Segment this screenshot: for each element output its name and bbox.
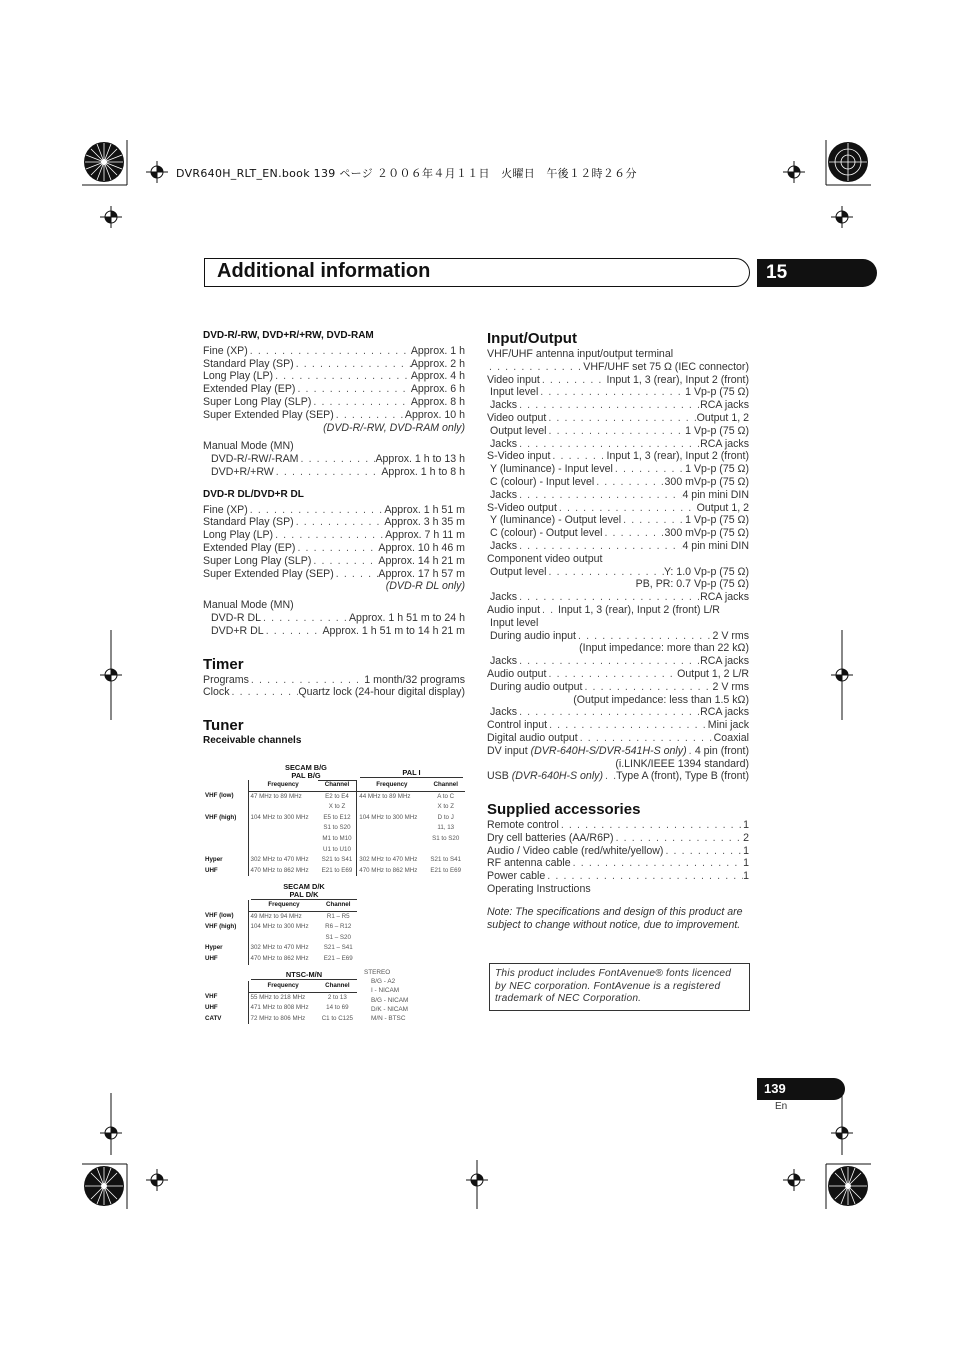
audio-input-level: Input level: [490, 616, 539, 629]
dvd-rw-heading: DVD-R/-RW, DVD+R/+RW, DVD-RAM: [203, 330, 374, 341]
spec-label: Programs: [203, 673, 249, 686]
table-row: [203, 992, 357, 1003]
spec-value: Approx. 17 h 57 m: [378, 567, 465, 580]
spec-label: DVD-R DL: [211, 611, 262, 624]
band-cell: VHF (low): [205, 912, 234, 920]
timer-list: [203, 674, 465, 700]
usb-models: (DVR-640H-S only): [511, 770, 603, 783]
spec-row: [203, 686, 465, 699]
page-language: En: [775, 1101, 788, 1112]
spec-label: Remote control: [487, 819, 559, 832]
dv-input-row: [487, 745, 749, 758]
spec-row: [487, 514, 749, 527]
stereo-item: B/G - NICAM: [371, 996, 409, 1004]
table-header-row: [203, 981, 357, 992]
antenna-row: [487, 361, 749, 374]
secam-bg-pal-i-table: [203, 780, 465, 876]
frequency-cell: 471 MHz to 808 MHz: [248, 1003, 318, 1014]
dvd-rw-note: (DVD-R/-RW, DVD-RAM only): [323, 421, 465, 434]
band-header: [203, 981, 248, 992]
ntsc-table: [203, 981, 357, 1024]
band-cell: UHF: [205, 954, 218, 962]
audio-in-during-value: 2 V rms: [712, 629, 749, 642]
component-label: Component video output: [487, 552, 603, 565]
band-cell: CATV: [205, 1014, 222, 1022]
spec-row: [487, 463, 749, 476]
spec-row: [203, 674, 465, 687]
ntsc-title: NTSC-M/N: [251, 971, 357, 980]
channel-cell: E21 to E69: [321, 866, 353, 874]
component-jacks-label: Jacks: [490, 591, 518, 604]
spec-row: [203, 383, 465, 396]
spec-label: DVD-R/-RW/-RAM: [211, 453, 299, 466]
spec-label: Standard Play (SP): [203, 516, 294, 529]
spec-value: Approx. 7 h 11 m: [385, 529, 465, 542]
spec-label: Long Play (LP): [203, 529, 274, 542]
channel-header: Channel: [318, 780, 357, 791]
frequency-header: Frequency: [357, 780, 427, 791]
frequency-cell: 44 MHz to 89 MHz: [357, 791, 427, 813]
spec-value: Input 1, 3 (rear), Input 2 (front): [606, 450, 749, 463]
table-row: [203, 1014, 357, 1025]
band-header: [203, 900, 248, 911]
spec-row: [487, 527, 749, 540]
spec-value: 2: [743, 831, 749, 844]
channel-cell: 14 to 69: [326, 1004, 349, 1012]
spec-value: Approx. 1 h 51 m: [384, 503, 465, 516]
spec-value: 1 month/32 programs: [364, 673, 465, 686]
frequency-header: Frequency: [248, 900, 319, 911]
spec-value: 1: [743, 844, 749, 857]
spec-label: Y (luminance) - Output level: [490, 514, 622, 527]
stereo-item: STEREO: [364, 969, 391, 976]
frequency-cell: 55 MHz to 218 MHz: [248, 992, 318, 1003]
input-output-heading: Input/Output: [487, 330, 577, 347]
band-cell: Hyper: [205, 856, 223, 864]
frequency-cell: 470 MHz to 862 MHz: [248, 954, 319, 965]
spec-row: [487, 870, 749, 883]
secam-bg-title: SECAM B/G PAL B/G: [251, 764, 361, 781]
table-row: [203, 813, 465, 855]
table-row: [203, 922, 357, 943]
spec-value: Approx. 1 h to 8 h: [381, 465, 465, 478]
spec-value: RCA jacks: [700, 437, 749, 450]
spec-label: Clock: [203, 686, 230, 699]
channel-cell: 2 to 13: [327, 993, 347, 1001]
table-row: [203, 943, 357, 954]
channel-cell: E21 – E69: [323, 954, 353, 962]
left-column: [203, 330, 465, 750]
spec-value: Approx. 4 h: [410, 370, 465, 383]
stereo-item: M/N - BTSC: [371, 1015, 406, 1023]
spec-row: [487, 425, 749, 438]
fontavenue-notice: This product includes FontAvenue® fonts licenced by NEC corporation. FontAvenue is a registered trademark of NEC Corporation.: [489, 963, 750, 1011]
spec-row: [487, 412, 749, 425]
stereo-list: [364, 968, 408, 1023]
spec-value: Approx. 10 h: [404, 408, 465, 421]
frequency-cell: 470 MHz to 862 MHz: [357, 866, 427, 877]
spec-note: Note: The specifications and design of this product are subject to change without notice, due to improvement.: [487, 905, 743, 931]
table-row: [203, 855, 465, 866]
channel-cell: S21 – S41: [323, 944, 353, 952]
spec-value: Approx. 6 h: [410, 383, 465, 396]
spec-value: Approx. 10 h 46 m: [378, 541, 465, 554]
spec-row: [203, 529, 465, 542]
manual-mode-list: [203, 612, 465, 638]
frequency-cell: 104 MHz to 300 MHz: [248, 813, 318, 855]
audio-input-row: [487, 604, 749, 617]
frequency-cell: 104 MHz to 300 MHz: [357, 813, 427, 855]
spec-value: 1: [743, 870, 749, 883]
timer-heading: Timer: [203, 655, 244, 673]
page-number: 139: [757, 1078, 845, 1100]
spec-value: 1 Vp-p (75 Ω): [685, 386, 749, 399]
spec-row: [487, 540, 749, 553]
right-column: [487, 330, 749, 931]
band-cell: Hyper: [205, 944, 223, 952]
dv-input-value: 4 pin (front): [694, 744, 749, 757]
pal-i-title: PAL I: [360, 769, 463, 778]
spec-label: S-Video input: [487, 450, 551, 463]
spec-value: Approx. 8 h: [410, 395, 465, 408]
audio-in-jacks-value: RCA jacks: [700, 655, 749, 668]
spec-label: Dry cell batteries (AA/R6P): [487, 831, 614, 844]
channel-cell: E21 to E69: [430, 866, 462, 874]
frequency-cell: 302 MHz to 470 MHz: [248, 943, 319, 954]
spec-value: RCA jacks: [700, 399, 749, 412]
spec-row: [487, 476, 749, 489]
stereo-item: I - NICAM: [371, 987, 400, 995]
table-row: [203, 954, 357, 965]
audio-output-row: [487, 668, 749, 681]
receivable-channels-heading: Receivable channels: [203, 735, 302, 747]
spec-value: 1: [743, 819, 749, 832]
spec-label: Fine (XP): [203, 503, 248, 516]
spec-label: Output level: [490, 424, 547, 437]
band-cell: VHF (low): [205, 792, 234, 800]
print-header: DVR640H_RLT_EN.book 139 ページ ２００６年４月１１日 火曜日 午後１２時２６分: [176, 167, 637, 180]
channel-cell: D to J 11, 13 S1 to S20: [432, 813, 460, 842]
audio-in-during-row: [487, 630, 749, 643]
spec-value: 1 Vp-p (75 Ω): [685, 463, 749, 476]
channel-header: Channel: [318, 981, 357, 992]
spec-row: [203, 358, 465, 371]
spec-label: Super Long Play (SLP): [203, 395, 312, 408]
frequency-cell: 302 MHz to 470 MHz: [248, 855, 318, 866]
dv-input-extra: (i.LINK/IEEE 1394 standard): [615, 757, 749, 770]
component-output-level-value: Y: 1.0 Vp-p (75 Ω): [663, 565, 749, 578]
dv-input-models: (DVR-640H-S/DVR-541H-S only): [530, 744, 687, 757]
manual-mode-list: [203, 453, 465, 479]
frequency-header: Frequency: [248, 780, 318, 791]
spec-value: Quartz lock (24-hour digital display): [298, 686, 465, 699]
usb-label: USB: [487, 770, 509, 783]
component-pbpr: PB, PR: 0.7 Vp-p (75 Ω): [635, 578, 749, 591]
tuner-heading: Tuner: [203, 717, 244, 735]
stereo-item: B/G - A2: [371, 978, 396, 986]
secam-dk-title: SECAM D/K PAL D/K: [251, 883, 357, 900]
accessories-list: [487, 819, 749, 883]
page-title-bar: [204, 258, 750, 287]
spec-label: Jacks: [490, 399, 518, 412]
stereo-item: D/K - NICAM: [371, 1005, 408, 1013]
dv-input-label: DV input: [487, 744, 528, 757]
spec-label: Jacks: [490, 437, 518, 450]
audio-input-value: Input 1, 3 (rear), Input 2 (front) L/R: [558, 603, 720, 616]
frequency-cell: 104 MHz to 300 MHz: [248, 922, 319, 943]
spec-row: [203, 345, 465, 358]
frequency-header: Frequency: [248, 981, 318, 992]
channel-header: Channel: [426, 780, 465, 791]
audio-out-jacks-row: [487, 706, 749, 719]
component-row: [487, 566, 749, 579]
spec-label: Jacks: [490, 539, 518, 552]
spec-row: [487, 502, 749, 515]
spec-value: Approx. 3 h 35 m: [384, 516, 465, 529]
table-header-row: [203, 780, 465, 791]
frequency-cell: 49 MHz to 94 MHz: [248, 911, 319, 922]
spec-row: [487, 438, 749, 451]
spec-label: RF antenna cable: [487, 857, 571, 870]
spec-label: Fine (XP): [203, 344, 248, 357]
spec-row: [203, 466, 465, 479]
component-jacks-value: RCA jacks: [700, 591, 749, 604]
spec-value: Approx. 1 h 51 m to 14 h 21 m: [322, 624, 465, 637]
usb-value: Type A (front), Type B (front): [616, 770, 749, 783]
spec-row: [203, 625, 465, 638]
io-list: [487, 374, 749, 553]
spec-row: [203, 453, 465, 466]
band-cell: VHF (high): [205, 923, 237, 931]
spec-row: [487, 386, 749, 399]
digital-audio-label: Digital audio output: [487, 731, 578, 744]
audio-out-jacks-value: RCA jacks: [700, 706, 749, 719]
band-cell: UHF: [205, 866, 218, 874]
audio-out-impedance: (Output impedance: less than 1.5 kΩ): [573, 693, 749, 706]
spec-label: C (colour) - Output level: [490, 527, 603, 540]
spec-row: [203, 612, 465, 625]
spec-label: Audio / Video cable (red/white/yellow): [487, 844, 664, 857]
spec-value: Output 1, 2: [696, 501, 749, 514]
spec-label: DVD+R/+RW: [211, 465, 274, 478]
audio-output-label: Audio output: [487, 667, 547, 680]
spec-label: Y (luminance) - Input level: [490, 463, 613, 476]
digital-audio-value: Coaxial: [713, 731, 749, 744]
spec-label: Jacks: [490, 488, 518, 501]
channel-cell: S21 to S41: [321, 856, 353, 864]
chapter-number: 15: [757, 259, 877, 287]
spec-label: Super Extended Play (SEP): [203, 408, 334, 421]
spec-label: Video input: [487, 373, 540, 386]
spec-row: [487, 832, 749, 845]
dvd-rw-list: [203, 345, 465, 422]
spec-label: Input level: [490, 386, 539, 399]
spec-row: [203, 504, 465, 517]
spec-row: [487, 819, 749, 832]
table-header-row: [203, 900, 357, 911]
audio-in-jacks-row: [487, 655, 749, 668]
spec-row: [487, 450, 749, 463]
channel-cell: R1 – R5: [326, 912, 350, 920]
manual-mode-label: Manual Mode (MN): [203, 599, 294, 612]
spec-label: Long Play (LP): [203, 370, 274, 383]
spec-value: 1: [743, 857, 749, 870]
spec-value: 4 pin mini DIN: [682, 539, 749, 552]
channel-cell: E5 to E12 S1 to S20 M1 to M10 U1 to U10: [322, 813, 352, 853]
spec-value: 300 mVp-p (75 Ω): [664, 527, 749, 540]
spec-label: Extended Play (EP): [203, 541, 296, 554]
audio-out-during-value: 2 V rms: [712, 680, 749, 693]
audio-input-label: Audio input: [487, 603, 541, 616]
spec-value: 4 pin mini DIN: [682, 488, 749, 501]
control-input-value: Mini jack: [707, 719, 749, 732]
frequency-cell: 47 MHz to 89 MHz: [248, 791, 318, 813]
spec-value: Approx. 14 h 21 m: [378, 554, 465, 567]
frequency-cell: 72 MHz to 806 MHz: [248, 1014, 318, 1025]
manual-mode-label: Manual Mode (MN): [203, 440, 294, 453]
spec-row: [203, 409, 465, 422]
digital-audio-row: [487, 732, 749, 745]
audio-out-during-row: [487, 681, 749, 694]
spec-label: S-Video output: [487, 501, 557, 514]
spec-row: [203, 568, 465, 581]
antenna-label: VHF/UHF antenna input/output terminal: [487, 348, 674, 360]
band-cell: UHF: [205, 1004, 218, 1012]
spec-row: [203, 370, 465, 383]
spec-value: Approx. 2 h: [410, 357, 465, 370]
dl-heading: DVD-R DL/DVD+R DL: [203, 488, 304, 500]
spec-row: [203, 555, 465, 568]
spec-label: Super Extended Play (SEP): [203, 567, 334, 580]
spec-value: Approx. 1 h 51 m to 24 h: [348, 611, 465, 624]
spec-value: 300 mVp-p (75 Ω): [664, 475, 749, 488]
audio-in-jacks-label: Jacks: [490, 655, 518, 668]
usb-row: [487, 770, 749, 783]
spec-value: 1 Vp-p (75 Ω): [685, 424, 749, 437]
spec-row: [203, 396, 465, 409]
control-input-label: Control input: [487, 719, 548, 732]
spec-row: [487, 399, 749, 412]
spec-value: Approx. 1 h to 13 h: [375, 453, 465, 466]
accessories-heading: Supplied accessories: [487, 801, 641, 819]
frequency-cell: 302 MHz to 470 MHz: [357, 855, 427, 866]
antenna-value: VHF/UHF set 75 Ω (IEC connector): [583, 360, 749, 373]
band-header: [203, 780, 248, 791]
channel-cell: A to C X to Z: [437, 792, 455, 811]
spec-row: [487, 857, 749, 870]
channel-cell: C1 to C125: [321, 1014, 353, 1022]
table-row: [203, 866, 465, 877]
spec-label: Standard Play (SP): [203, 357, 294, 370]
channel-cell: R6 – R12 S1 – S20: [325, 923, 352, 941]
table-row: [203, 1003, 357, 1014]
channel-cell: S21 to S41: [430, 856, 462, 864]
dl-note: (DVD-R DL only): [385, 580, 465, 593]
channel-cell: E2 to E4 X to Z: [325, 792, 349, 811]
spec-value: Input 1, 3 (rear), Input 2 (front): [606, 373, 749, 386]
band-cell: VHF: [205, 993, 218, 1001]
spec-value: Output 1, 2: [696, 411, 749, 424]
accessory-item: Operating Instructions: [487, 883, 591, 896]
spec-row: [203, 516, 465, 529]
secam-dk-table: [203, 900, 357, 965]
component-jacks-row: [487, 591, 749, 604]
spec-row: [487, 845, 749, 858]
spec-label: DVD+R DL: [211, 624, 264, 637]
spec-row: [487, 374, 749, 387]
audio-out-jacks-label: Jacks: [490, 706, 518, 719]
spec-label: Video output: [487, 411, 547, 424]
table-row: [203, 911, 357, 922]
page-title: Additional information: [217, 260, 431, 282]
spec-value: Approx. 1 h: [410, 344, 465, 357]
spec-value: 1 Vp-p (75 Ω): [685, 514, 749, 527]
channel-header: Channel: [319, 900, 357, 911]
spec-row: [203, 542, 465, 555]
spec-label: Super Long Play (SLP): [203, 554, 312, 567]
spec-label: Extended Play (EP): [203, 383, 296, 396]
spec-row: [487, 489, 749, 502]
audio-out-during-label: During audio output: [490, 680, 583, 693]
spec-label: Power cable: [487, 870, 546, 883]
component-output-level-label: Output level: [490, 565, 547, 578]
control-input-row: [487, 719, 749, 732]
audio-output-value: Output 1, 2 L/R: [677, 667, 749, 680]
band-cell: VHF (high): [205, 813, 237, 821]
table-row: [203, 791, 465, 813]
dl-list: [203, 504, 465, 581]
audio-in-during-label: During audio input: [490, 629, 576, 642]
audio-in-impedance: (Input impedance: more than 22 kΩ): [579, 642, 749, 655]
spec-label: C (colour) - Input level: [490, 475, 595, 488]
frequency-cell: 470 MHz to 862 MHz: [248, 866, 318, 877]
